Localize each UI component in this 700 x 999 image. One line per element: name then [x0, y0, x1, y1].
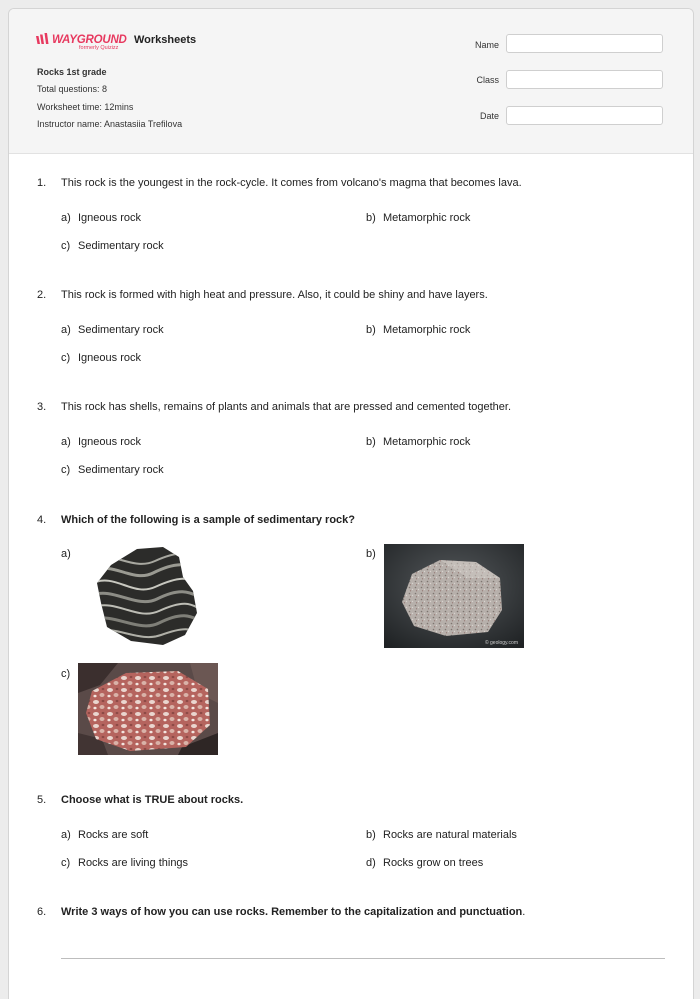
conglomerate-rock-image — [78, 663, 218, 755]
option-c-letter: c) — [61, 668, 71, 680]
option-c — [61, 352, 141, 364]
option-b-letter: b) — [366, 548, 376, 560]
question-text: Which of the following is a sample of sedimentary rock? — [61, 514, 355, 526]
option-text: Metamorphic rock — [383, 436, 471, 448]
question-number: 4. — [37, 514, 47, 526]
name-label: Name — [474, 40, 499, 50]
option-text: Rocks are natural materials — [383, 829, 517, 841]
question-number: 6. — [37, 906, 47, 918]
option-text: Sedimentary rock — [78, 464, 164, 476]
worksheet-header — [9, 9, 693, 154]
option-text: Rocks are living things — [78, 857, 189, 869]
section-label: Worksheets — [134, 34, 197, 46]
option-text: Igneous rock — [78, 436, 141, 448]
total-questions: Total questions: 8 — [37, 84, 108, 94]
option-c — [61, 240, 164, 252]
question-number: 3. — [37, 401, 47, 413]
banded-rock-image — [93, 543, 205, 649]
option-text: Igneous rock — [78, 352, 141, 364]
option-c — [61, 857, 188, 869]
option-letter: c) — [61, 857, 71, 869]
class-field[interactable] — [506, 70, 663, 89]
question-text-bold: Write 3 ways of how you can use rocks. Remember to the capitalization and punctuation — [61, 906, 523, 918]
option-text: Metamorphic rock — [383, 324, 471, 336]
option-letter: a) — [61, 436, 71, 448]
logo-wordmark: WAYGROUND — [52, 34, 127, 46]
option-text: Metamorphic rock — [383, 212, 471, 224]
option-text: Sedimentary rock — [78, 324, 164, 336]
option-text: Igneous rock — [78, 212, 141, 224]
instructor-name: Instructor name: Anastasiia Trefilova — [37, 119, 183, 129]
option-letter: a) — [61, 212, 71, 224]
option-a-letter: a) — [61, 548, 71, 560]
option-text: Rocks are soft — [78, 829, 149, 841]
option-letter: c) — [61, 240, 71, 252]
option-letter: d) — [366, 857, 376, 869]
option-b — [366, 212, 470, 224]
logo-subtitle: formerly Quizizz — [79, 45, 119, 51]
option-b — [366, 324, 470, 336]
date-field[interactable] — [506, 106, 663, 125]
question-number: 1. — [37, 177, 47, 189]
logo-mark-icon — [36, 33, 50, 44]
question-number: 2. — [37, 289, 47, 301]
granite-rock-image — [384, 544, 524, 648]
option-b — [366, 829, 517, 841]
option-a — [61, 829, 148, 841]
class-label: Class — [476, 75, 499, 85]
worksheet-page — [8, 8, 694, 999]
option-a — [61, 436, 141, 448]
answer-line[interactable] — [61, 958, 665, 959]
option-d — [366, 857, 483, 869]
question-text-period: . — [522, 906, 526, 918]
date-label: Date — [479, 111, 499, 121]
option-a — [61, 324, 164, 336]
option-letter: a) — [61, 829, 71, 841]
question-number: 5. — [37, 794, 47, 806]
option-c — [61, 464, 164, 476]
option-letter: b) — [366, 436, 376, 448]
option-letter: a) — [61, 324, 71, 336]
option-letter: c) — [61, 464, 71, 476]
image-watermark: © geology.com — [484, 640, 518, 646]
name-field[interactable] — [506, 34, 663, 53]
option-letter: b) — [366, 212, 376, 224]
option-text: Sedimentary rock — [78, 240, 164, 252]
question-text — [61, 906, 525, 918]
option-a — [61, 212, 141, 224]
wayground-logo — [36, 30, 127, 51]
option-b — [366, 436, 470, 448]
question-text: This rock is formed with high heat and pressure. Also, it could be shiny and have layers. — [61, 289, 488, 301]
option-letter: c) — [61, 352, 71, 364]
option-letter: b) — [366, 324, 376, 336]
option-letter: b) — [366, 829, 376, 841]
question-text: This rock has shells, remains of plants and animals that are pressed and cemented together. — [61, 401, 512, 413]
option-text: Rocks grow on trees — [383, 857, 484, 869]
question-text: This rock is the youngest in the rock-cycle. It comes from volcano's magma that becomes lava. — [61, 177, 522, 189]
worksheet-time: Worksheet time: 12mins — [37, 102, 134, 112]
worksheet-title: Rocks 1st grade — [37, 67, 107, 77]
question-text: Choose what is TRUE about rocks. — [61, 794, 244, 806]
